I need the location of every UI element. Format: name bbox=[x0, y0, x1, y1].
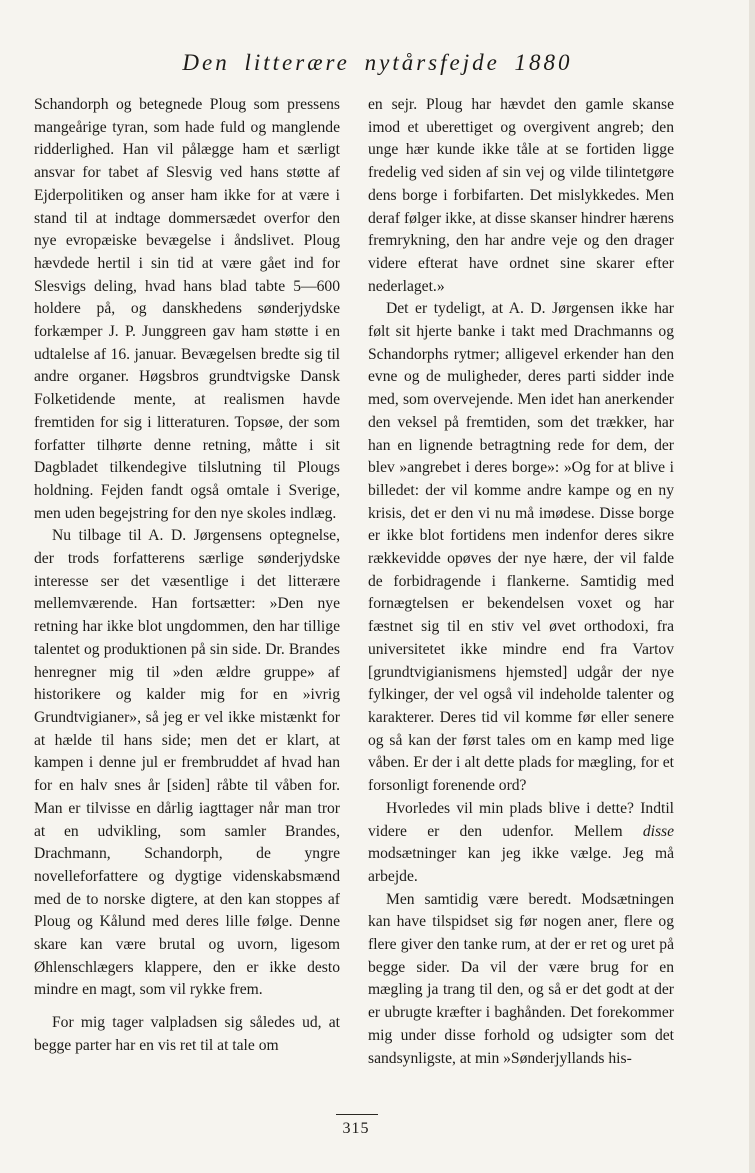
paragraph: Schandorph og betegnede Ploug som pressens mangeårige tyran, som hade fuld og manglende ridderlighed. Han vil pålægge ham et særligt ansvar for tabet af Slesvig ved hans støtte af Ejderpolitiken og anser ham ikke for at være i stand til at indtage dommersædet overfor den nye evropæiske bevægelse i åndslivet. Ploug hævdede hertil i sin tid at være gået ind for Slesvigs deling, hvad hans blad tabte 5—600 holdere på, og danskhedens sønderjydske forkæmper J. P. Junggreen gav ham støtte i en udtalelse af 16. januar. Bevægelsen bredte sig til andre organer. Høgsbros grundtvigske Dansk Folketidende mente, at realismen havde fremtiden for sig i litteraturen. Topsøe, der som forfatter tilhørte denne retning, måtte i sit Dagbladet tilkendegive tilslutning til Plougs holdning. Fejden fandt også omtale i Sverige, men uden begejstring for den nye skoles indlæg. bbox=[34, 96, 340, 522]
right-column bbox=[368, 94, 674, 1070]
folio-rule bbox=[336, 1114, 378, 1115]
emphasis: disse bbox=[642, 822, 674, 840]
page-edge bbox=[749, 0, 755, 1173]
paragraph-text: modsætninger kan jeg ikke vælge. Jeg må arbejde. bbox=[368, 845, 674, 885]
left-column bbox=[34, 94, 340, 1058]
paragraph: en sejr. Ploug har hævdet den gamle skanse imod et uberettiget og overgivent angreb; den unge hær kunde ikke tåle at se fortiden ligge fredelig ved siden af sin vej og vilde tilintetgøre dens borge i forbifarten. Det mislykkedes. Men deraf følger ikke, at disse skanser hindrer hærens fremrykning, den har andre veje og den drager videre efterat have ordnet sine skarer efter nederlaget.» bbox=[368, 96, 674, 295]
paragraph: Nu tilbage til A. D. Jørgensens optegnelse, der trods forfatterens særlige sønderjydske interesse ser det væsentlige i det litterære mellemværende. Han fortsætter: »Den nye retning har ikke blot ungdommen, den har tillige talentet og produktionen på sin side. Dr. Brandes henregner mig til »den ældre gruppe» af historikere og kalder mig for en »ivrig Grundtvigianer», så jeg er vel ikke mistænkt for at hælde til hans side; men det er klart, at kampen i denne jul er frembruddet af hvad han for en halv snes år [siden] råbte til våben for. Man er tilvisse en dårlig iagttager når man tror at en udvikling, som samler Brandes, Drachmann, Schandorph, de yngre novelleforfattere og dygtige videnskabsmænd med de to norske digtere, at den kan stoppes af Ploug og Kålund med deres lille følge. Denne skare kan være brutal og uvorn, ligesom Øhlenschlægers klappere, den er ikke desto mindre en magt, som vil rykke frem. bbox=[34, 527, 340, 999]
paragraph-text: Hvorledes vil min plads blive i dette? Indtil videre er den udenfor. Mellem bbox=[368, 799, 674, 840]
running-head: Den litterære nytårsfejde 1880 bbox=[182, 50, 573, 75]
page-number: 315 bbox=[342, 1120, 370, 1137]
paragraph: For mig tager valpladsen sig således ud, at begge parter har en vis ret til at tale om bbox=[34, 1014, 340, 1054]
paragraph: Det er tydeligt, at A. D. Jørgensen ikke har følt sit hjerte banke i takt med Drachmanns og Schandorphs rytmer; alligevel erkender han den evne og de muligheder, deres parti sidder inde med, som overvejende. Men idet han anerkender den veksel på fremtiden, som det trækker, har han en lignende betragtning rede for dem, der blev »angrebet i deres borge»: »Og for at blive i billedet: der vil komme andre kampe og en ny krisis, det er den vi nu må imødese. Disse borge er ikke blot fortidens men indenfor deres sikre rækkevidde opøves der nye hære, der vil falde de forbidragende i flankerne. Samtidig med fornægtelsen er bekendelsen voxet og har fæstnet sig til en stiv vel øvet orthodoxi, fra universitetet ikke mindre end fra Vartov [grundtvigianismens hjemsted] udgår der nye fylkinger, der vel også vil indeholde talenter og karakterer. Deres tid vil komme før eller senere og så kan der først tales om en kamp med lige våben. Er der i alt dette plads for mægling, for et forsonligt forenende ord? bbox=[368, 300, 674, 795]
paragraph: Men samtidig være beredt. Modsætningen kan have tilspidset sig før nogen aner, flere og flere giver den tanke rum, at der er ret og uret på begge sider. Da vil der være brug for en mægling ja trang til den, og så er det godt at der er ubrugte kræfter i baghånden. Det forekommer mig under disse forhold og udsigter som det sandsynligste, at min »Sønderjyllands his- bbox=[368, 890, 674, 1067]
paragraph bbox=[368, 798, 674, 889]
